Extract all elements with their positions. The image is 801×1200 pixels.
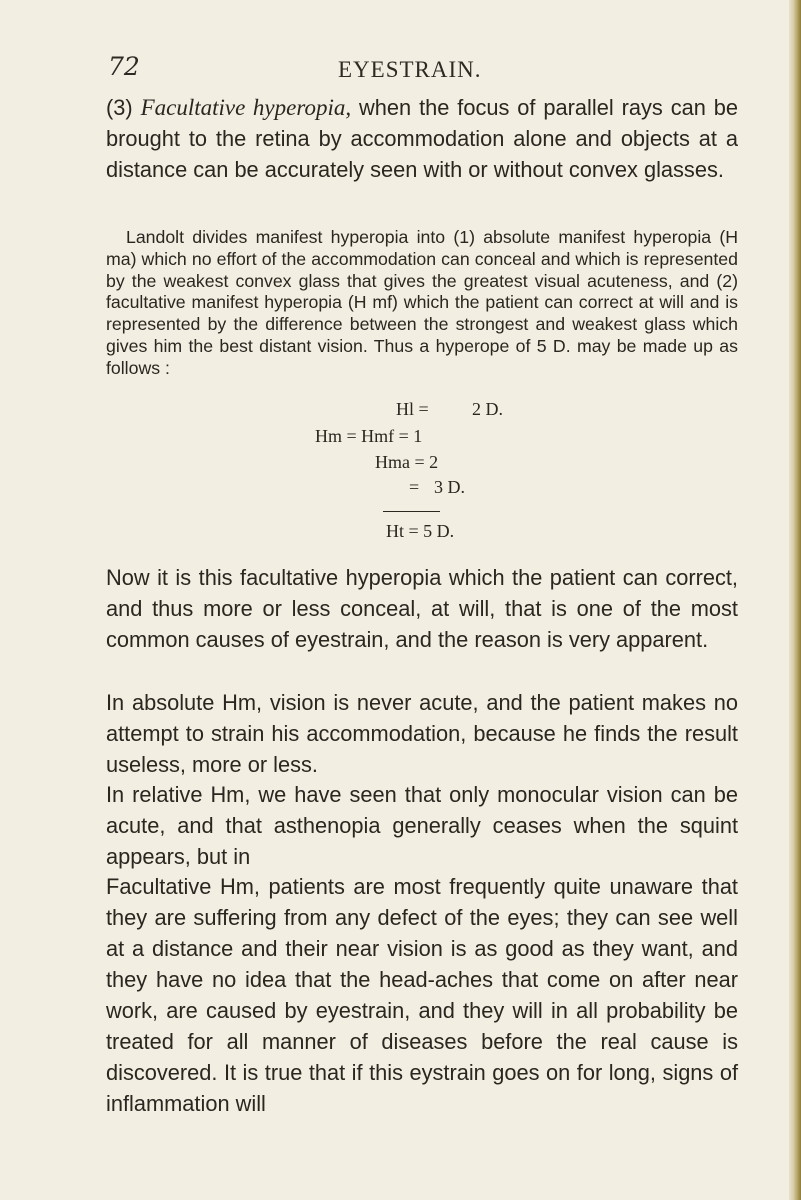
running-head: EYESTRAIN. [338,57,482,82]
paragraph-facultative-hm: Facultative Hm, patients are most frequently quite unaware that they are suffering from any defect of the eyes; they can see well at a distance and their near vision is as good as they want, and they have no idea that the head-aches that come on after near work, are caused by eyestrain, and they will in all probability be treated for all manner of diseases before the real cause is discovered. It is true that if this eystrain goes on for long, signs of inflammation will [106,874,738,1116]
equation-hma: Hma = 2 [375,452,439,472]
equation-hl-value: 2 D. [472,399,503,419]
page-number: 72 [108,52,140,81]
equation-subtotal-sign: = [409,477,420,497]
equation-total: Ht = 5 D. [386,521,455,541]
equation-subtotal-value: 3 D. [434,477,465,497]
paragraph-facultative-hyperopia [106,92,738,185]
page-edge [789,0,801,1200]
paragraph-landolt: Landolt divides manifest hyperopia into (1) absolute manifest hyperopia (H ma) which no effort of the accommodation can conceal and which is represented by the weakest convex glass that gives the greatest visual acuteness, and (2) facultative manifest hyperopia (H mf) which the patient can correct at will and is represented by the difference between the strongest and weakest glass which gives him the best distant vision. Thus a hyperope of 5 D. may be made up as follows : [106,227,738,378]
equation-hm: Hm = Hmf = 1 [315,426,423,446]
paragraph-absolute-hm: In absolute Hm, vision is never acute, and the patient makes no attempt to strain his accommodation, because he finds the result useless, more or less. [106,690,738,777]
paragraph-facultative-cause: Now it is this facultative hyperopia which the patient can correct, and thus more or less conceal, at will, that is one of the most common causes of eyestrain, and the reason is very apparent. [106,565,738,652]
defined-term: Facultative hyperopia, [140,95,352,120]
equation-hl-label: Hl = [396,399,429,419]
equation-sum-rule [383,511,440,512]
definition-text: when the focus of parallel rays can be brought to the retina by accommodation alone and objects at a distance can be accurately seen with or without convex glasses. [106,95,739,182]
item-marker: (3) [106,95,133,120]
paragraph-relative-hm: In relative Hm, we have seen that only monocular vision can be acute, and that asthenopia generally ceases when the squint appears, but in [106,782,738,869]
